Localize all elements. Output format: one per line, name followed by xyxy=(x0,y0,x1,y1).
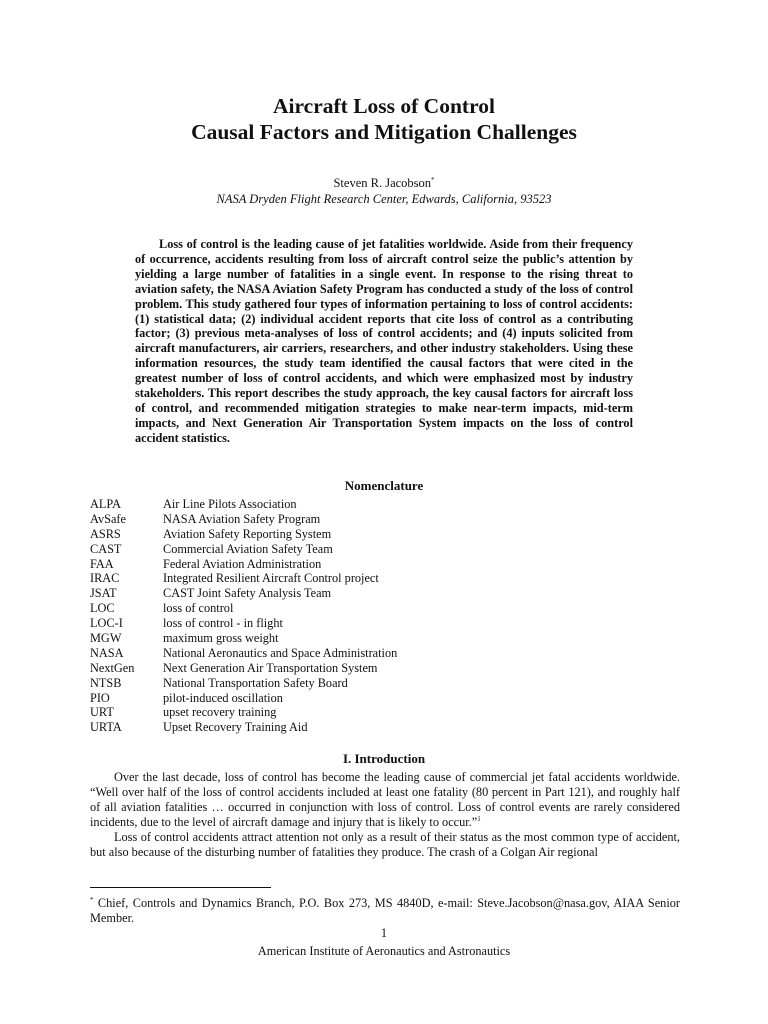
nomenclature-definition: pilot-induced oscillation xyxy=(163,690,283,705)
nomenclature-definition: Upset Recovery Training Aid xyxy=(163,720,308,735)
nomenclature-definition: maximum gross weight xyxy=(163,631,279,646)
footnote xyxy=(90,896,680,926)
footnote-mark: * xyxy=(90,896,94,904)
nomenclature-abbr: PIO xyxy=(90,690,110,705)
intro-paragraph-1 xyxy=(90,770,680,830)
introduction-body xyxy=(90,770,680,861)
footnote-rule xyxy=(90,887,271,888)
nomenclature-row xyxy=(90,646,590,661)
nomenclature-abbr: NASA xyxy=(90,645,124,660)
nomenclature-abbr: JSAT xyxy=(90,586,117,601)
nomenclature-row xyxy=(90,705,590,720)
author-name: Steven R. Jacobson xyxy=(333,176,432,190)
nomenclature-abbr: NTSB xyxy=(90,675,122,690)
nomenclature-list xyxy=(90,497,590,735)
nomenclature-abbr: FAA xyxy=(90,556,114,571)
nomenclature-abbr: IRAC xyxy=(90,571,120,586)
nomenclature-definition: Commercial Aviation Safety Team xyxy=(163,541,333,556)
nomenclature-abbr: LOC-I xyxy=(90,616,123,631)
citation-ref: 1 xyxy=(477,815,481,824)
footer-organization: American Institute of Aeronautics and Astronautics xyxy=(257,944,511,958)
nomenclature-abbr: NextGen xyxy=(90,660,135,675)
nomenclature-abbr: LOC xyxy=(90,601,115,616)
author-line xyxy=(0,176,768,191)
nomenclature-row xyxy=(90,557,590,572)
paper-title xyxy=(0,93,768,145)
nomenclature-definition: National Aeronautics and Space Administration xyxy=(163,645,398,660)
nomenclature-row xyxy=(90,601,590,616)
nomenclature-abbr: MGW xyxy=(90,631,122,646)
nomenclature-row xyxy=(90,571,590,586)
nomenclature-row xyxy=(90,691,590,706)
nomenclature-definition: Federal Aviation Administration xyxy=(163,556,322,571)
nomenclature-row xyxy=(90,542,590,557)
nomenclature-row xyxy=(90,527,590,542)
author-affiliation: NASA Dryden Flight Research Center, Edwards, California, 93523 xyxy=(216,192,552,206)
nomenclature-abbr: CAST xyxy=(90,541,122,556)
nomenclature-definition: loss of control xyxy=(163,601,234,616)
intro-paragraph-2: Loss of control accidents attract attention not only as a result of their status as the most common type of accident, but also because of the disturbing number of fatalities they produce. The crash of a Colgan Air regional xyxy=(90,830,680,860)
author-footnote-mark: * xyxy=(431,176,435,184)
nomenclature-abbr: URT xyxy=(90,705,114,720)
abstract: Loss of control is the leading cause of jet fatalities worldwide. Aside from their frequency of occurrence, accidents resulting from loss of aircraft control seize the public’s attention by yielding a large number of fatalities in a single event. In response to the rising threat to aviation safety, the NASA Aviation Safety Program has conducted a study of the loss of control problem. This study gathered four types of information pertaining to loss of control accidents: (1) statistical data; (2) individual accident reports that cite loss of control as a contributing factor; (3) previous meta-analyses of loss of control accidents; and (4) inputs solicited from aircraft manufacturers, air carriers, researchers, and other industry stakeholders. Using these information resources, the study team identified the causal factors that were cited in the greatest number of loss of control accidents, and which were emphasized most by industry stakeholders. This report describes the study approach, the key causal factors for aircraft loss of control, and recommended mitigation strategies to make near-term impacts, mid-term impacts, and Next Generation Air Transportation System impacts on the loss of control accident statistics. xyxy=(135,237,633,445)
nomenclature-definition: Next Generation Air Transportation System xyxy=(163,660,378,675)
nomenclature-definition: National Transportation Safety Board xyxy=(163,675,348,690)
nomenclature-row xyxy=(90,676,590,691)
nomenclature-abbr: URTA xyxy=(90,720,122,735)
title-line-1: Aircraft Loss of Control xyxy=(273,94,495,118)
nomenclature-definition: Integrated Resilient Aircraft Control project xyxy=(163,571,379,586)
nomenclature-definition: CAST Joint Safety Analysis Team xyxy=(163,586,332,601)
introduction-heading: I. Introduction xyxy=(342,751,426,766)
nomenclature-definition: NASA Aviation Safety Program xyxy=(163,511,321,526)
nomenclature-row xyxy=(90,586,590,601)
nomenclature-definition: upset recovery training xyxy=(163,705,277,720)
nomenclature-row xyxy=(90,720,590,735)
nomenclature-row xyxy=(90,631,590,646)
nomenclature-abbr: ASRS xyxy=(90,526,121,541)
nomenclature-abbr: ALPA xyxy=(90,497,121,511)
nomenclature-definition: loss of control - in flight xyxy=(163,616,283,631)
nomenclature-row xyxy=(90,512,590,527)
nomenclature-row xyxy=(90,616,590,631)
nomenclature-definition: Aviation Safety Reporting System xyxy=(163,526,332,541)
nomenclature-row xyxy=(90,497,590,512)
nomenclature-heading: Nomenclature xyxy=(344,478,424,493)
nomenclature-abbr: AvSafe xyxy=(90,511,126,526)
nomenclature-definition: Air Line Pilots Association xyxy=(163,497,297,511)
intro-paragraph-1-text: Over the last decade, loss of control has become the leading cause of commercial jet fatal accidents worldwide. “Well over half of the loss of control accidents included at least one fatality (80 percent in Part 121), and roughly half of all aviation fatalities … occurred in conjunction with loss of control. Loss of control events are rarely considered incidents, due to the level of aircraft damage and injury that is likely to occur.” xyxy=(90,770,680,830)
page-number: 1 xyxy=(380,926,388,940)
title-line-2: Causal Factors and Mitigation Challenges xyxy=(191,120,577,144)
nomenclature-row xyxy=(90,661,590,676)
footnote-text: Chief, Controls and Dynamics Branch, P.O. Box 273, MS 4840D, e-mail: Steve.Jacobson@nasa.gov, AIAA Senior Member. xyxy=(90,896,680,925)
